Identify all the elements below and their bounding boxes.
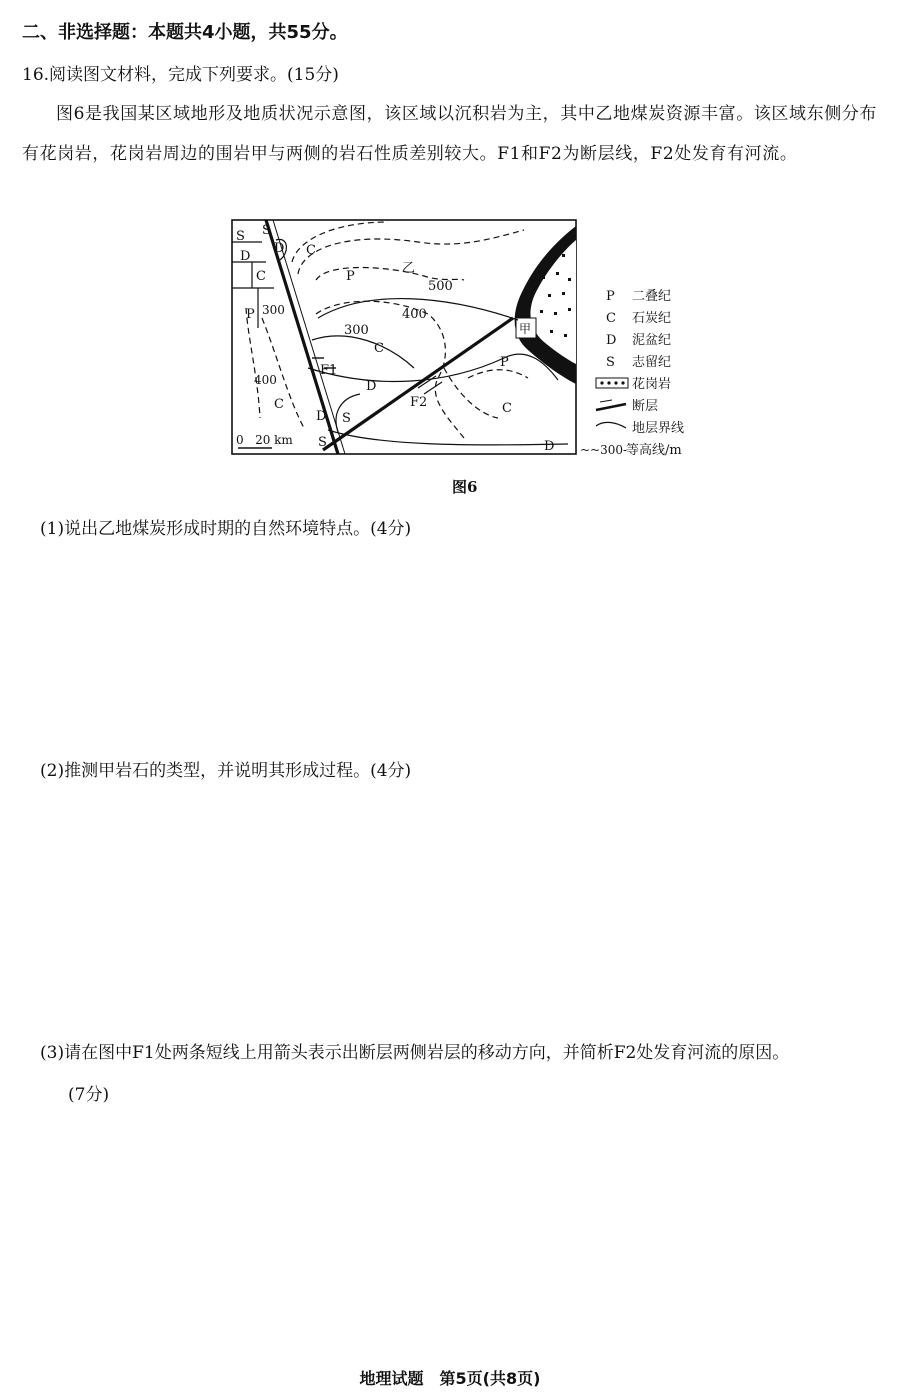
label-f2: F2 [410, 395, 428, 410]
subquestion-1: (1)说出乙地煤炭形成时期的自然环境特点。(4分) [40, 519, 412, 539]
label-d3: D [366, 379, 377, 394]
label-p2: P [246, 307, 255, 322]
label-s2: S [262, 223, 271, 238]
label-d4: D [316, 409, 327, 424]
label-d1: D [240, 249, 251, 264]
map-label-group [236, 223, 554, 454]
label-s1: S [236, 229, 245, 244]
question-16-heading: 16.阅读图文材料，完成下列要求。(15分) [22, 65, 339, 85]
legend-label-c: 石炭纪 [632, 311, 672, 326]
label-c500: 500 [428, 279, 453, 294]
label-scale: 0 20 km [236, 433, 293, 447]
label-c3: C [374, 341, 384, 356]
legend-label-s: 志留纪 [632, 355, 672, 370]
subquestion-2: (2)推测甲岩石的类型，并说明其形成过程。(4分) [40, 761, 412, 781]
legend-label-fault: 断层 [632, 399, 659, 414]
figure-caption: 图6 [452, 478, 478, 496]
label-c5: C [274, 397, 284, 412]
legend-symbol-d: D [606, 333, 617, 348]
legend-symbol-s: S [606, 355, 615, 370]
page-footer: 地理试题 第5页(共8页) [359, 1369, 541, 1388]
label-f1: F1 [320, 363, 338, 378]
label-d5: D [544, 439, 555, 454]
label-s3: S [342, 411, 351, 426]
label-c300a: 300 [344, 323, 369, 338]
label-s4: S [318, 435, 327, 450]
figure-6-map [228, 218, 708, 460]
label-d2: D [274, 241, 285, 256]
label-c2: C [306, 243, 316, 258]
question-intro: 图6是我国某区域地形及地质状况示意图，该区域以沉积岩为主，其中乙地煤炭资源丰富。该区域东侧分布有花岗岩，花岗岩周边的围岩甲与两侧的岩石性质差别较大。F1和F2为断层线，F2处发育有河流。 [22, 104, 878, 164]
label-c400a: 400 [402, 307, 427, 322]
subquestion-3: (3)请在图中F1处两条短线上用箭头表示出断层两侧岩层的移动方向，并简析F2处发育河流的原因。 [40, 1043, 790, 1063]
legend-label-p: 二叠纪 [632, 289, 672, 304]
legend-label-d: 泥盆纪 [632, 333, 672, 348]
legend-symbol-p: P [606, 289, 615, 304]
legend-label-contour: 等高线/m [626, 443, 682, 458]
label-c300b: 300 [262, 303, 285, 317]
legend-label-boundary: 地层界线 [632, 421, 685, 436]
subquestion-3-score: (7分) [68, 1085, 110, 1105]
label-c400b: 400 [254, 373, 277, 387]
label-p1: P [346, 269, 355, 284]
granite-icon [596, 378, 628, 388]
boundary-icon [596, 422, 626, 428]
label-p3: P [500, 355, 509, 370]
fault-icon [596, 400, 626, 410]
legend [580, 289, 684, 458]
section-title: 二、非选择题：本题共4小题，共55分。 [22, 22, 348, 43]
label-yi: 乙 [402, 261, 416, 276]
legend-label-granite: 花岗岩 [632, 377, 672, 392]
label-jia: 甲 [519, 322, 532, 336]
legend-symbol-contour: ~~300- [580, 443, 628, 457]
label-c4: C [502, 401, 512, 416]
legend-symbol-c: C [606, 311, 616, 326]
label-c1: C [256, 269, 266, 284]
